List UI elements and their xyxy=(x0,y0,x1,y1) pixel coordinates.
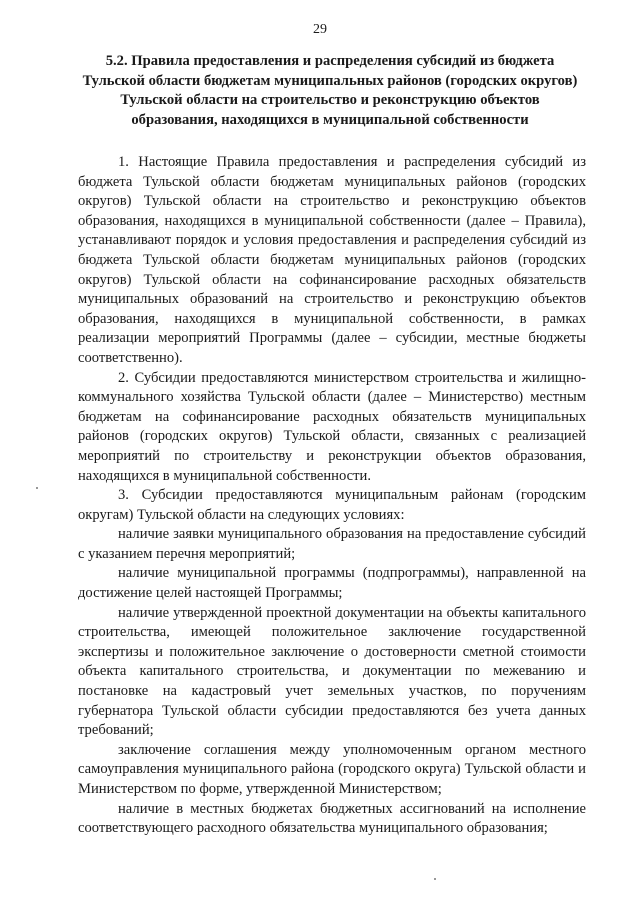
condition-item-agreement: заключение соглашения между уполномоченным органом местного самоуправления муниципального района (городского округа) Тульской области и Министерством по форме, утвержденной Министерством; xyxy=(78,741,586,797)
paragraph-1: 1. Настоящие Правила предоставления и распределения субсидий из бюджета Тульской области бюджетам муниципальных районов (городских округов) Тульской области на строительство и реконструкцию объектов образования, находящихся в муниципальной собственности (далее – Правила), устанавливают порядок и условия предоставления и распределения субсидий из бюджета Тульской области бюджетам муниципальных районов (городских округов) Тульской области на софинансирование расходных обязательств муниципальных образований на строительство и реконструкцию объектов образования, находящихся в муниципальной собственности, в рамках реализации мероприятий Программы (далее – субсидии, местные бюджеты соответственно). xyxy=(78,154,586,366)
condition-item-municipal-program: наличие муниципальной программы (подпрограммы), направленной на достижение целей настоящей Программы; xyxy=(78,565,586,602)
condition-item-project-documentation: наличие утвержденной проектной документации на объекты капитального строительства, имеющей положительное заключение государственной экспертизы и положительное заключение о достоверности сметной стоимости объекта капитального строительства, и документации по межеванию и постановке на кадастровый учет земельных участков, по поручениям губернатора Тульской области субсидии предоставляются без учета данных требований; xyxy=(78,604,586,739)
scan-speck xyxy=(36,487,38,489)
condition-item-application: наличие заявки муниципального образования на предоставление субсидий с указанием перечня мероприятий; xyxy=(78,526,586,562)
paragraph-2: 2. Субсидии предоставляются министерством строительства и жилищно-коммунального хозяйства Тульской области (далее – Министерство) местным бюджетам на софинансирование расходных обязательств муниципальных районов (городских округов) Тульской области, связанных с реализацией мероприятий по строительству и реконструкции объектов образования, находящихся в муниципальной собственности. xyxy=(78,369,586,484)
page-number: 29 xyxy=(313,22,327,37)
scan-speck xyxy=(434,878,436,880)
document-body xyxy=(78,153,586,839)
section-heading: 5.2. Правила предоставления и распределения субсидий из бюджета Тульской области бюджетам муниципальных районов (городских округов) Тульской области на строительство и реконструкцию объектов образования, находящихся в муниципальной собственности xyxy=(82,53,578,128)
paragraph-3: 3. Субсидии предоставляются муниципальным районам (городским округам) Тульской области на следующих условиях: xyxy=(78,487,586,523)
condition-item-budget-allocations: наличие в местных бюджетах бюджетных ассигнований на исполнение соответствующего расходного обязательства муниципального образования; xyxy=(78,800,586,837)
